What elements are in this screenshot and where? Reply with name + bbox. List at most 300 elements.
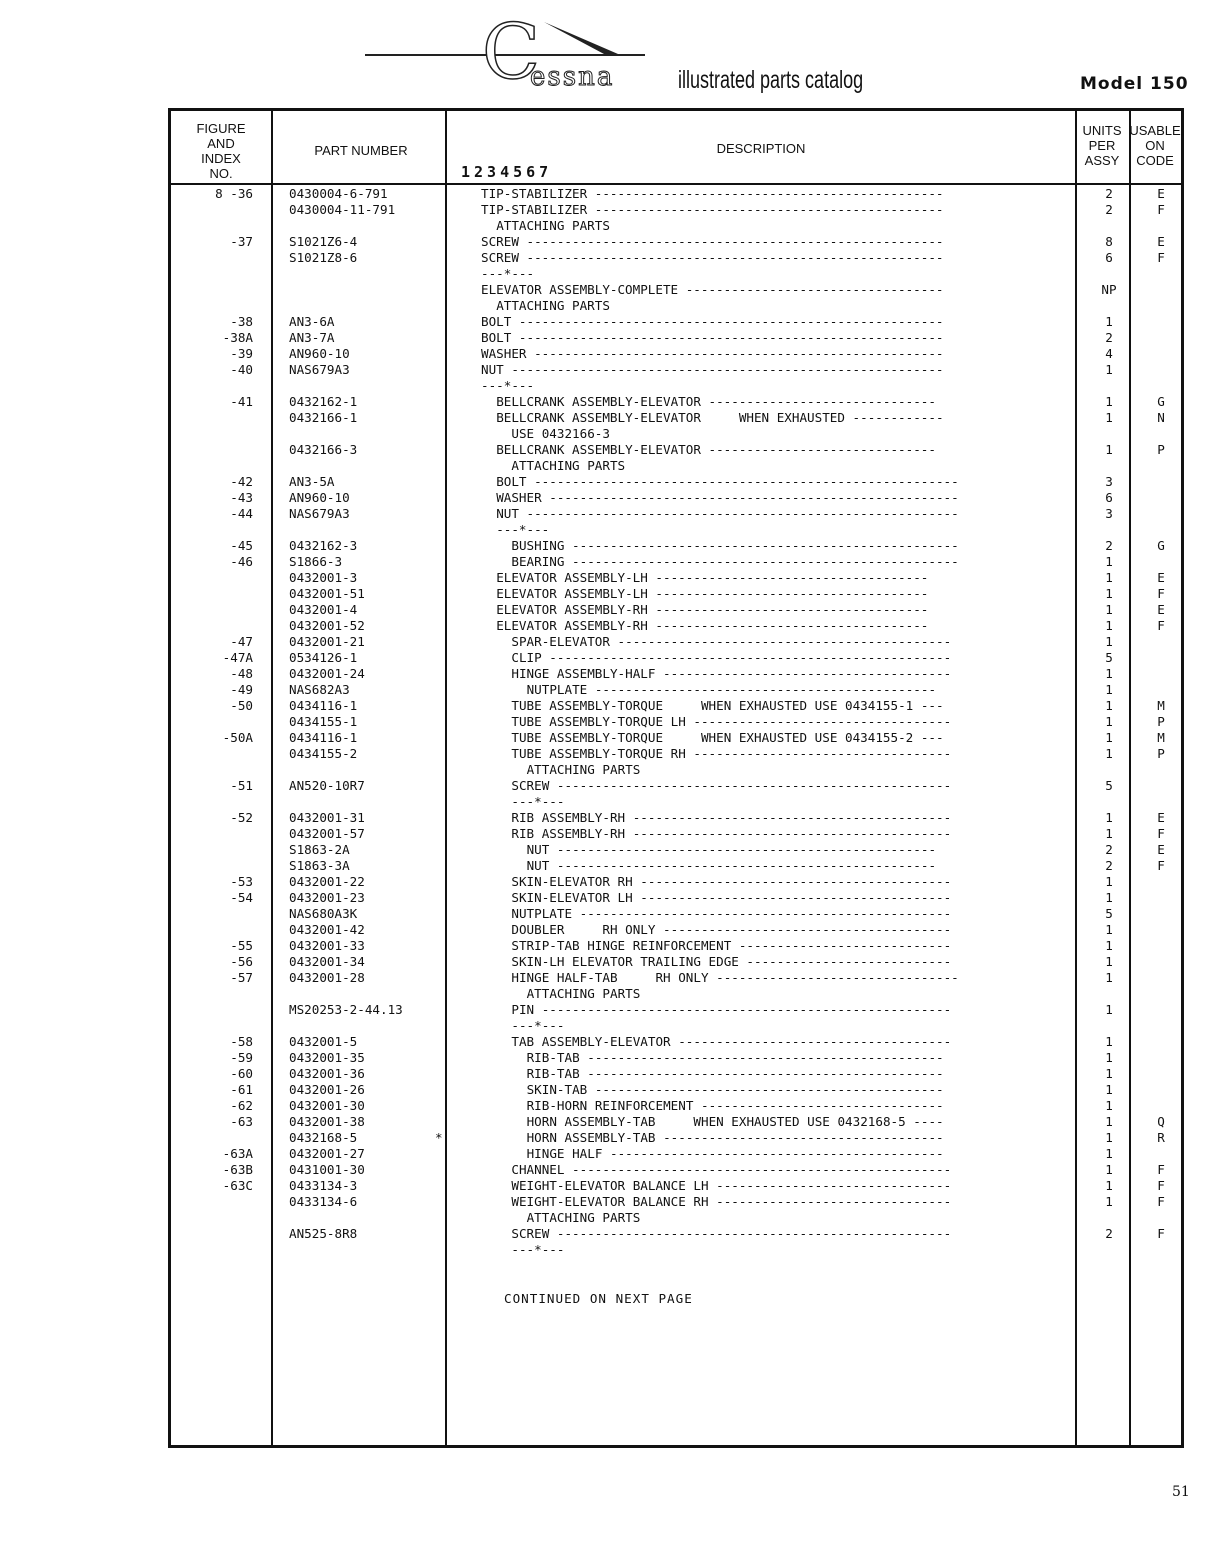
table-row (171, 586, 1181, 602)
part-number-cell: 0432001-52 (289, 618, 365, 633)
usable-code-cell: F (1157, 858, 1165, 873)
units-cell: 1 (1105, 1194, 1113, 1209)
units-cell: 3 (1105, 474, 1113, 489)
part-number-cell: 0432001-51 (289, 586, 365, 601)
units-cell: 1 (1105, 554, 1113, 569)
description-cell: BOLT -------------------------------------------------------- (481, 330, 944, 345)
units-cell: 1 (1105, 666, 1113, 681)
part-number-cell: 0534126-1 (289, 650, 358, 665)
description-cell: ---*--- (511, 1242, 565, 1257)
part-number-cell: 0432001-21 (289, 634, 365, 649)
units-cell: 5 (1105, 650, 1113, 665)
usable-code-cell: F (1157, 1194, 1165, 1209)
description-cell: WEIGHT-ELEVATOR BALANCE LH ------------------------------- (511, 1178, 952, 1193)
description-cell: ---*--- (511, 794, 565, 809)
description-cell: SCREW ---------------------------------------------------- (511, 778, 952, 793)
index-cell: -38 (230, 314, 253, 329)
usable-code-cell: F (1157, 250, 1165, 265)
description-cell: ATTACHING PARTS (526, 986, 641, 1001)
description-cell: BOLT -------------------------------------------------------- (496, 474, 959, 489)
table-row (171, 826, 1181, 842)
part-number-cell: NAS682A3 (289, 682, 350, 697)
units-cell: 5 (1105, 906, 1113, 921)
part-number-cell: 0432001-42 (289, 922, 365, 937)
units-cell: 1 (1105, 1146, 1113, 1161)
part-number-cell: AN960-10 (289, 346, 350, 361)
usable-code-cell: M (1157, 730, 1165, 745)
description-cell: ELEVATOR ASSEMBLY-RH ------------------------------------ (496, 602, 929, 617)
table-row (171, 634, 1181, 650)
index-cell: -41 (230, 394, 253, 409)
part-number-cell: 0432001-23 (289, 890, 365, 905)
part-number-cell: 0432001-27 (289, 1146, 365, 1161)
table-row (171, 218, 1181, 234)
table-row (171, 282, 1181, 298)
part-number-cell: 0432001-22 (289, 874, 365, 889)
units-cell: 1 (1105, 362, 1113, 377)
parts-table (168, 108, 1184, 1448)
table-row (171, 538, 1181, 554)
units-cell: 1 (1105, 810, 1113, 825)
header-usable-on-code: USABLE ON CODE (1129, 123, 1181, 168)
units-cell: 1 (1105, 1082, 1113, 1097)
part-number-cell: 0432001-30 (289, 1098, 365, 1113)
units-cell: 1 (1105, 1178, 1113, 1193)
part-number-cell: 0432001-28 (289, 970, 365, 985)
model-label: Model 150 (1080, 74, 1189, 94)
index-cell: -48 (230, 666, 253, 681)
part-number-cell: 0432168-5 (289, 1130, 358, 1145)
units-cell: 1 (1105, 1002, 1113, 1017)
part-number-cell: 0430004-6-791 (289, 186, 388, 201)
part-number-cell: S1863-2A (289, 842, 350, 857)
units-cell: 1 (1105, 746, 1113, 761)
units-cell: 1 (1105, 1162, 1113, 1177)
table-row (171, 602, 1181, 618)
table-row (171, 970, 1181, 986)
table-row (171, 842, 1181, 858)
units-cell: 1 (1105, 938, 1113, 953)
table-row (171, 1082, 1181, 1098)
units-cell: 3 (1105, 506, 1113, 521)
table-row (171, 1194, 1181, 1210)
part-number-cell: MS20253-2-44.13 (289, 1002, 403, 1017)
units-cell: 1 (1105, 1130, 1113, 1145)
part-number-cell: 0434116-1 (289, 730, 358, 745)
description-cell: ATTACHING PARTS (496, 218, 610, 233)
part-number-cell: 0432001-36 (289, 1066, 365, 1081)
description-cell: RIB-TAB ----------------------------------------------- (526, 1050, 944, 1065)
table-row (171, 202, 1181, 218)
description-cell: BEARING --------------------------------------------------- (511, 554, 959, 569)
table-row (171, 554, 1181, 570)
part-number-cell: 0432001-31 (289, 810, 365, 825)
index-cell: -45 (230, 538, 253, 553)
usable-code-cell: F (1157, 1162, 1165, 1177)
index-cell: -38A (222, 330, 253, 345)
part-number-cell: 0432001-26 (289, 1082, 365, 1097)
part-number-cell: S1863-3A (289, 858, 350, 873)
table-row (171, 474, 1181, 490)
table-row (171, 954, 1181, 970)
description-cell: SKIN-TAB ---------------------------------------------- (526, 1082, 944, 1097)
description-cell: TIP-STABILIZER ---------------------------------------------- (481, 186, 944, 201)
description-cell: DOUBLER RH ONLY -------------------------------------- (511, 922, 952, 937)
description-cell: BELLCRANK ASSEMBLY-ELEVATOR WHEN EXHAUSTED ------------ (496, 410, 944, 425)
index-cell: -53 (230, 874, 253, 889)
usable-code-cell: P (1157, 714, 1165, 729)
table-row (171, 314, 1181, 330)
units-cell: 2 (1105, 330, 1113, 345)
table-row (171, 378, 1181, 394)
part-number-cell: 0432162-1 (289, 394, 358, 409)
table-row (171, 730, 1181, 746)
usable-code-cell: F (1157, 1178, 1165, 1193)
units-cell: 6 (1105, 490, 1113, 505)
units-cell: 1 (1105, 826, 1113, 841)
table-row (171, 1210, 1181, 1226)
units-cell: 4 (1105, 346, 1113, 361)
description-cell: TUBE ASSEMBLY-TORQUE LH ---------------------------------- (511, 714, 952, 729)
index-cell: -50A (222, 730, 253, 745)
table-row (171, 858, 1181, 874)
description-cell: TUBE ASSEMBLY-TORQUE RH ---------------------------------- (511, 746, 952, 761)
part-number-cell: 0432001-34 (289, 954, 365, 969)
index-cell: -51 (230, 778, 253, 793)
description-cell: ---*--- (481, 378, 535, 393)
index-cell: -60 (230, 1066, 253, 1081)
header-indent-levels: 1234567 (461, 163, 553, 181)
index-cell: -63 (230, 1114, 253, 1129)
units-cell: 1 (1105, 1050, 1113, 1065)
continued-note: CONTINUED ON NEXT PAGE (504, 1291, 693, 1306)
index-cell: -37 (230, 234, 253, 249)
table-row (171, 186, 1181, 202)
table-row (171, 442, 1181, 458)
description-cell: RIB-TAB ----------------------------------------------- (526, 1066, 944, 1081)
description-cell: HORN ASSEMBLY-TAB WHEN EXHAUSTED USE 0432168-5 ---- (526, 1114, 944, 1129)
table-row (171, 810, 1181, 826)
usable-code-cell: F (1157, 826, 1165, 841)
index-cell: -44 (230, 506, 253, 521)
units-cell: 1 (1105, 1066, 1113, 1081)
description-cell: BUSHING --------------------------------------------------- (511, 538, 959, 553)
index-cell: 8 -36 (215, 186, 253, 201)
table-row (171, 938, 1181, 954)
table-row (171, 666, 1181, 682)
header-divider (171, 183, 1181, 185)
description-cell: HINGE HALF-TAB RH ONLY -------------------------------- (511, 970, 959, 985)
part-number-cell: 0433134-3 (289, 1178, 358, 1193)
part-number-cell: S1021Z6-4 (289, 234, 358, 249)
table-row (171, 906, 1181, 922)
units-cell: 2 (1105, 202, 1113, 217)
part-number-cell: 0432001-5 (289, 1034, 358, 1049)
description-cell: TUBE ASSEMBLY-TORQUE WHEN EXHAUSTED USE 0434155-2 --- (511, 730, 944, 745)
description-cell: ATTACHING PARTS (496, 298, 610, 313)
description-cell: SKIN-ELEVATOR LH ----------------------------------------- (511, 890, 952, 905)
description-cell: CLIP ----------------------------------------------------- (511, 650, 952, 665)
index-cell: -46 (230, 554, 253, 569)
units-cell: 2 (1105, 842, 1113, 857)
table-row (171, 250, 1181, 266)
logo-word: essna (530, 62, 615, 92)
units-cell: 1 (1105, 874, 1113, 889)
units-cell: 1 (1105, 394, 1113, 409)
usable-code-cell: Q (1157, 1114, 1165, 1129)
table-row (171, 410, 1181, 426)
table-row (171, 362, 1181, 378)
units-cell: 1 (1105, 714, 1113, 729)
table-row (171, 426, 1181, 442)
description-cell: SKIN-LH ELEVATOR TRAILING EDGE --------------------------- (511, 954, 952, 969)
index-cell: -47A (222, 650, 253, 665)
part-number-cell: 0432162-3 (289, 538, 358, 553)
description-cell: ELEVATOR ASSEMBLY-LH ------------------------------------ (496, 570, 929, 585)
units-cell: 2 (1105, 538, 1113, 553)
part-number-cell: 0432166-1 (289, 410, 358, 425)
table-row (171, 874, 1181, 890)
units-cell: 1 (1105, 1098, 1113, 1113)
table-row (171, 778, 1181, 794)
table-row (171, 1002, 1181, 1018)
description-cell: BOLT -------------------------------------------------------- (481, 314, 944, 329)
table-row (171, 1130, 1181, 1146)
usable-code-cell: E (1157, 842, 1165, 857)
units-cell: 1 (1105, 602, 1113, 617)
usable-code-cell: N (1157, 410, 1165, 425)
usable-code-cell: F (1157, 202, 1165, 217)
units-cell: 1 (1105, 730, 1113, 745)
part-number-cell: 0434116-1 (289, 698, 358, 713)
part-number-cell: AN3-7A (289, 330, 335, 345)
usable-code-cell: G (1157, 394, 1165, 409)
index-cell: -61 (230, 1082, 253, 1097)
description-cell: WEIGHT-ELEVATOR BALANCE RH ------------------------------- (511, 1194, 952, 1209)
description-cell: CHANNEL -------------------------------------------------- (511, 1162, 952, 1177)
part-number-cell: 0434155-2 (289, 746, 358, 761)
index-cell: -50 (230, 698, 253, 713)
part-number-cell: AN960-10 (289, 490, 350, 505)
description-cell: ELEVATOR ASSEMBLY-LH ------------------------------------ (496, 586, 929, 601)
description-cell: SCREW ------------------------------------------------------- (481, 234, 944, 249)
index-cell: -63A (222, 1146, 253, 1161)
usable-code-cell: E (1157, 810, 1165, 825)
logo-swoosh-icon (540, 18, 650, 58)
units-cell: 1 (1105, 970, 1113, 985)
part-number-cell: 0432001-3 (289, 570, 358, 585)
units-cell: 8 (1105, 234, 1113, 249)
table-row (171, 330, 1181, 346)
table-row (171, 1226, 1181, 1242)
index-cell: -63C (222, 1178, 253, 1193)
description-cell: WASHER ------------------------------------------------------ (481, 346, 944, 361)
units-cell: 1 (1105, 922, 1113, 937)
part-number-cell: 0432166-3 (289, 442, 358, 457)
usable-code-cell: F (1157, 618, 1165, 633)
units-cell: 6 (1105, 250, 1113, 265)
part-number-cell: NAS680A3K (289, 906, 358, 921)
table-row (171, 1178, 1181, 1194)
table-row (171, 1034, 1181, 1050)
index-cell: -57 (230, 970, 253, 985)
part-number-cell: NAS679A3 (289, 362, 350, 377)
part-number-cell: AN3-6A (289, 314, 335, 329)
description-cell: SCREW ---------------------------------------------------- (511, 1226, 952, 1241)
index-cell: -58 (230, 1034, 253, 1049)
description-cell: BELLCRANK ASSEMBLY-ELEVATOR ------------------------------ (496, 442, 936, 457)
table-row (171, 346, 1181, 362)
usable-code-cell: E (1157, 570, 1165, 585)
table-row (171, 1242, 1181, 1258)
index-cell: -63B (222, 1162, 253, 1177)
table-row (171, 922, 1181, 938)
description-cell: NUT --------------------------------------------------------- (481, 362, 944, 377)
usable-code-cell: M (1157, 698, 1165, 713)
table-row (171, 490, 1181, 506)
part-number-cell: 0433134-6 (289, 1194, 358, 1209)
table-row (171, 1098, 1181, 1114)
table-row (171, 650, 1181, 666)
description-cell: RIB-HORN REINFORCEMENT -------------------------------- (526, 1098, 944, 1113)
table-row (171, 1146, 1181, 1162)
description-cell: ATTACHING PARTS (526, 762, 641, 777)
part-number-cell: AN520-10R7 (289, 778, 365, 793)
table-row (171, 1066, 1181, 1082)
description-cell: ELEVATOR ASSEMBLY-COMPLETE ---------------------------------- (481, 282, 944, 297)
description-cell: TUBE ASSEMBLY-TORQUE WHEN EXHAUSTED USE 0434155-1 --- (511, 698, 944, 713)
description-cell: SKIN-ELEVATOR RH ----------------------------------------- (511, 874, 952, 889)
index-cell: -52 (230, 810, 253, 825)
index-cell: -62 (230, 1098, 253, 1113)
units-cell: 1 (1105, 442, 1113, 457)
description-cell: WASHER ------------------------------------------------------ (496, 490, 959, 505)
description-cell: ELEVATOR ASSEMBLY-RH ------------------------------------ (496, 618, 929, 633)
description-cell: ATTACHING PARTS (526, 1210, 641, 1225)
units-cell: 2 (1105, 1226, 1113, 1241)
usable-code-cell: E (1157, 602, 1165, 617)
table-row (171, 1050, 1181, 1066)
usable-code-cell: P (1157, 746, 1165, 761)
usable-code-cell: E (1157, 234, 1165, 249)
table-row (171, 522, 1181, 538)
index-cell: -43 (230, 490, 253, 505)
units-cell: 1 (1105, 410, 1113, 425)
change-star-mark: * (435, 1130, 443, 1145)
page-number: 51 (1172, 1484, 1190, 1500)
description-cell: ATTACHING PARTS (511, 458, 626, 473)
description-cell: RIB ASSEMBLY-RH ------------------------------------------ (511, 826, 952, 841)
usable-code-cell: F (1157, 1226, 1165, 1241)
index-cell: -47 (230, 634, 253, 649)
units-cell: 1 (1105, 682, 1113, 697)
units-cell: 1 (1105, 698, 1113, 713)
index-cell: -42 (230, 474, 253, 489)
usable-code-cell: F (1157, 586, 1165, 601)
description-cell: STRIP-TAB HINGE REINFORCEMENT ---------------------------- (511, 938, 952, 953)
part-number-cell: 0431001-30 (289, 1162, 365, 1177)
header-figure-index: FIGURE AND INDEX NO. (196, 121, 246, 181)
parts-rows (171, 186, 1181, 1258)
header-description: DESCRIPTION (716, 141, 806, 156)
table-row (171, 714, 1181, 730)
description-cell: NUTPLATE --------------------------------------------- (526, 682, 937, 697)
description-cell: RIB ASSEMBLY-RH ------------------------------------------ (511, 810, 952, 825)
units-cell: 1 (1105, 618, 1113, 633)
part-number-cell: S1866-3 (289, 554, 343, 569)
part-number-cell: NAS679A3 (289, 506, 350, 521)
table-row (171, 458, 1181, 474)
page-header (0, 0, 1212, 110)
index-cell: -39 (230, 346, 253, 361)
part-number-cell: 0430004-11-791 (289, 202, 396, 217)
index-cell: -54 (230, 890, 253, 905)
table-row (171, 1018, 1181, 1034)
table-row (171, 394, 1181, 410)
description-cell: ---*--- (496, 522, 550, 537)
header-part-number: PART NUMBER (314, 143, 408, 158)
table-row (171, 1162, 1181, 1178)
description-cell: ---*--- (511, 1018, 565, 1033)
table-row (171, 890, 1181, 906)
table-row (171, 618, 1181, 634)
units-cell: 1 (1105, 586, 1113, 601)
description-cell: USE 0432166-3 (511, 426, 610, 441)
part-number-cell: 0432001-24 (289, 666, 365, 681)
units-cell: 2 (1105, 186, 1113, 201)
description-cell: HINGE HALF -------------------------------------------- (526, 1146, 944, 1161)
units-cell: 1 (1105, 890, 1113, 905)
part-number-cell: AN3-5A (289, 474, 335, 489)
description-cell: TIP-STABILIZER ---------------------------------------------- (481, 202, 944, 217)
description-cell: NUT --------------------------------------------------------- (496, 506, 959, 521)
table-row (171, 682, 1181, 698)
usable-code-cell: E (1157, 186, 1165, 201)
usable-code-cell: P (1157, 442, 1165, 457)
description-cell: HORN ASSEMBLY-TAB ------------------------------------- (526, 1130, 944, 1145)
units-cell: 1 (1105, 314, 1113, 329)
description-cell: NUT -------------------------------------------------- (526, 858, 937, 873)
table-row (171, 234, 1181, 250)
usable-code-cell: R (1157, 1130, 1165, 1145)
table-row (171, 266, 1181, 282)
index-cell: -55 (230, 938, 253, 953)
table-row (171, 746, 1181, 762)
units-cell: 2 (1105, 858, 1113, 873)
part-number-cell: 0432001-35 (289, 1050, 365, 1065)
units-cell: 1 (1105, 1034, 1113, 1049)
part-number-cell: 0434155-1 (289, 714, 358, 729)
catalog-title: illustrated parts catalog (678, 66, 864, 94)
units-cell: 1 (1105, 1114, 1113, 1129)
description-cell: NUTPLATE ------------------------------------------------- (511, 906, 952, 921)
part-number-cell: 0432001-38 (289, 1114, 365, 1129)
usable-code-cell: G (1157, 538, 1165, 553)
table-row (171, 698, 1181, 714)
part-number-cell: AN525-8R8 (289, 1226, 358, 1241)
description-cell: BELLCRANK ASSEMBLY-ELEVATOR ------------------------------ (496, 394, 936, 409)
logo-letter: C (482, 7, 541, 96)
units-cell: 1 (1105, 634, 1113, 649)
index-cell: -49 (230, 682, 253, 697)
units-cell: 1 (1105, 570, 1113, 585)
description-cell: NUT -------------------------------------------------- (526, 842, 937, 857)
table-row (171, 506, 1181, 522)
description-cell: ---*--- (481, 266, 535, 281)
part-number-cell: S1021Z8-6 (289, 250, 358, 265)
table-row (171, 986, 1181, 1002)
part-number-cell: 0432001-57 (289, 826, 365, 841)
